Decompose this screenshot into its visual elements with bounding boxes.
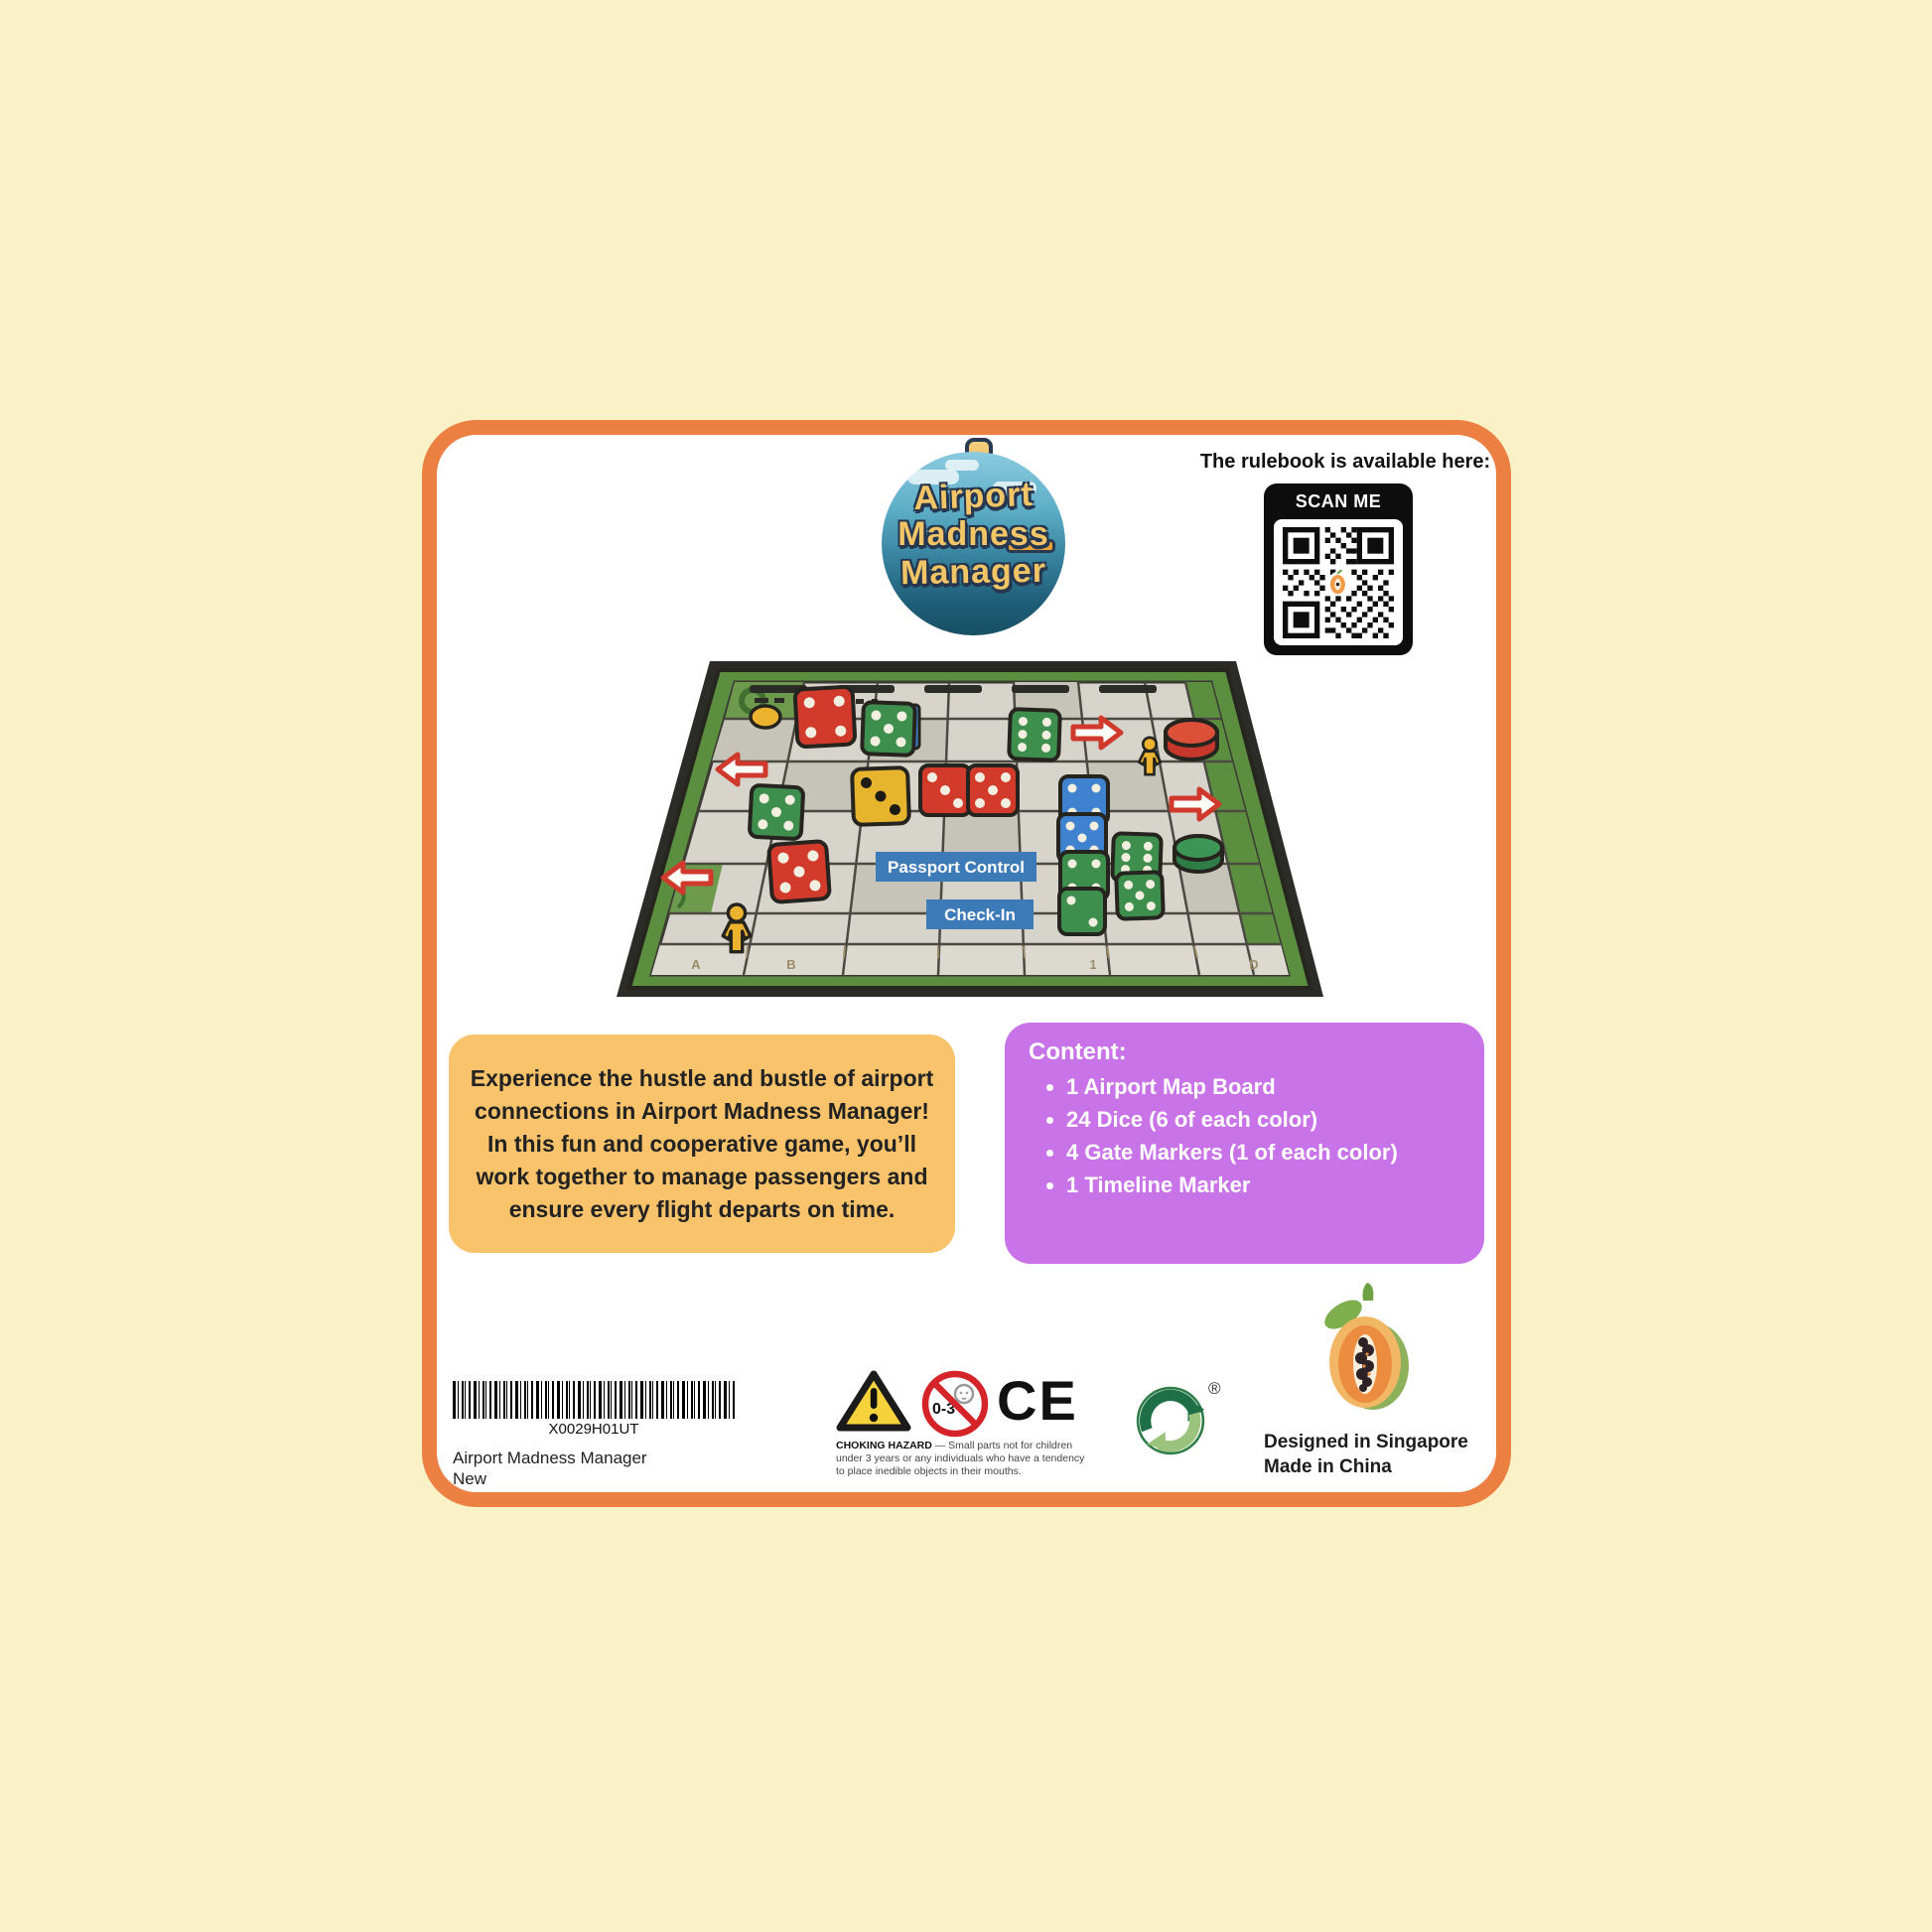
registered-trademark: ® (1208, 1379, 1221, 1398)
designed-in: Designed in Singapore (1264, 1432, 1468, 1452)
age-range-label: 0-3 (932, 1401, 956, 1418)
description-text: Experience the hustle and bustle of airport connections in Airport Madness Manager! In this fun and cooperative game, you’ll work together to manage passengers and ensure every flight departs on time. (470, 1064, 934, 1222)
green-die (1116, 872, 1164, 919)
ce-mark-icon (997, 1370, 1082, 1430)
green-point-recycling-icon (1135, 1385, 1206, 1456)
product-name: Airport Madness Manager (453, 1449, 647, 1467)
red-die (795, 687, 856, 748)
origin-text (1264, 1430, 1468, 1479)
game-board-illustration (596, 655, 1350, 1003)
logo-title-line: Manager (899, 551, 1047, 593)
barcode-code: X0029H01UT (548, 1421, 639, 1438)
barcode-product-name (453, 1448, 751, 1489)
check-in-label (926, 899, 1034, 929)
logo-circle (882, 452, 1065, 635)
content-box (1005, 1023, 1484, 1264)
rulebook-heading: The rulebook is available here: (1199, 451, 1491, 473)
age-restriction-icon (919, 1368, 991, 1440)
ce-label: CE (997, 1370, 1078, 1430)
passport-control-label (876, 852, 1036, 882)
green-die (1059, 889, 1105, 934)
scan-me-label: SCAN ME (1295, 491, 1382, 511)
content-item: • 1 Airport Map Board (1066, 1070, 1460, 1103)
green-gate-marker (1174, 836, 1222, 872)
choking-hazard-text (836, 1440, 1086, 1478)
papaya-brand-icon (1317, 1279, 1413, 1416)
content-list (1029, 1070, 1460, 1201)
board-coord-label: D (1249, 957, 1259, 972)
svg-text:Check-In: Check-In (944, 905, 1016, 924)
barcode-block (453, 1381, 751, 1489)
content-item: • 24 Dice (6 of each color) (1066, 1103, 1460, 1136)
board-coord-label: A (691, 957, 701, 972)
made-in: Made in China (1264, 1456, 1392, 1477)
board-coord-label: B (786, 957, 796, 972)
description-box (449, 1035, 955, 1253)
qr-code (1274, 519, 1403, 645)
green-die (750, 785, 804, 840)
box-back-panel (422, 420, 1511, 1507)
logo-title-line: Madness (897, 515, 1049, 553)
content-item: • 4 Gate Markers (1 of each color) (1066, 1136, 1460, 1169)
qr-code-block (1264, 483, 1413, 655)
content-item: • 1 Timeline Marker (1066, 1169, 1460, 1201)
red-gate-marker (1166, 720, 1217, 759)
green-die (1009, 709, 1060, 760)
red-die (768, 841, 830, 902)
svg-text:Passport Control: Passport Control (888, 858, 1025, 877)
cloud-icon (945, 460, 979, 471)
barcode (453, 1381, 735, 1419)
board-coord-label: 1 (1089, 957, 1097, 972)
choking-hazard-body: — Small parts not for children under 3 years or any individuals who have a tendency to place inedible objects in their mouths. (836, 1440, 1085, 1477)
warning-triangle-icon (836, 1368, 911, 1434)
green-die (862, 702, 915, 756)
yellow-die (852, 767, 909, 825)
game-logo (882, 452, 1065, 635)
product-condition: New (453, 1469, 487, 1488)
red-die (968, 765, 1018, 815)
choking-hazard-title: CHOKING HAZARD (836, 1440, 932, 1451)
red-die (920, 765, 970, 815)
yellow-token (751, 706, 780, 728)
logo-title-line: Airport (912, 475, 1035, 518)
qr-pattern (1283, 527, 1394, 638)
content-heading: Content: (1029, 1038, 1127, 1065)
